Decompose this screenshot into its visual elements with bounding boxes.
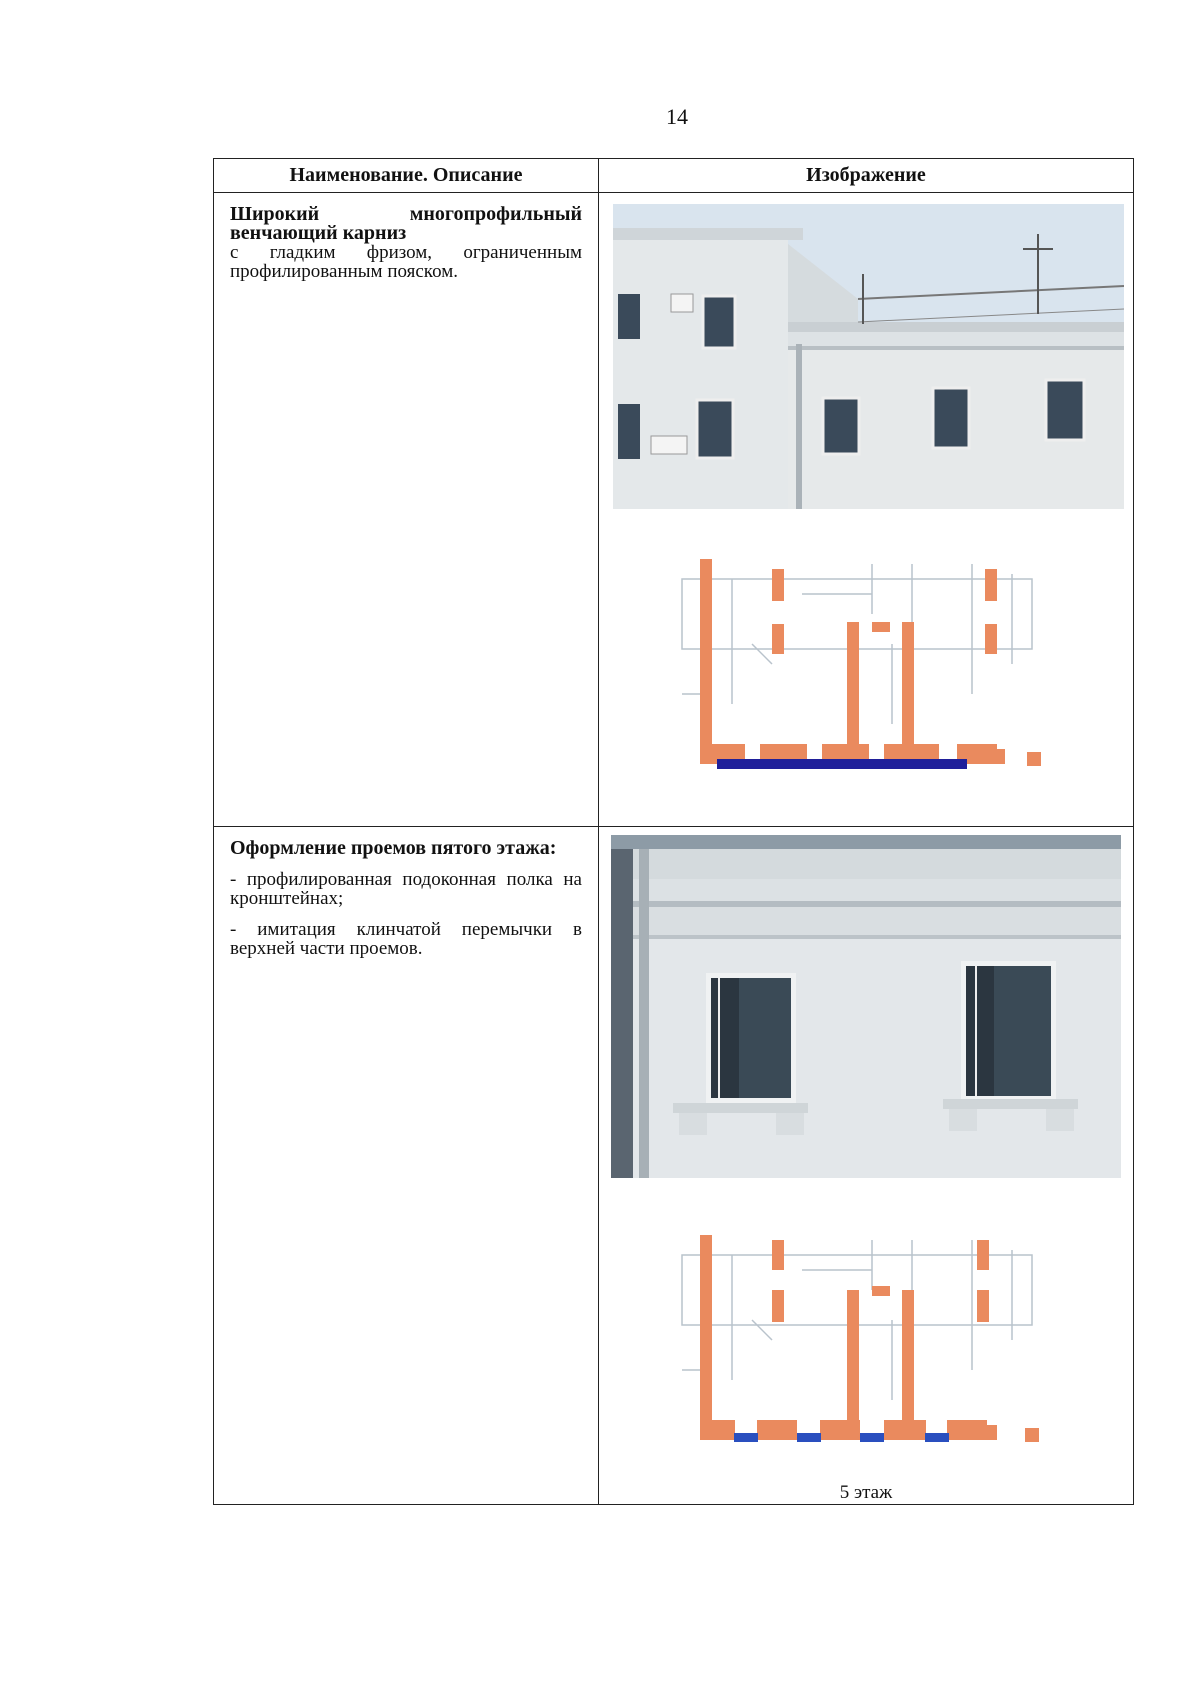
cornice-facade-photo [613,204,1124,509]
row1-image-cell [599,193,1134,827]
header-description: Наименование. Описание [214,159,599,193]
fifth-floor-plan [672,1230,1057,1462]
header-image: Изображение [599,159,1134,193]
table-row [214,827,1134,1505]
row2-item-1: - профилированная подоконная полка на кронштейнах; [230,869,582,909]
page-number: 14 [666,104,688,129]
row2-title: Оформление проемов пятого этажа: [230,837,557,859]
description-table [213,158,1134,1505]
cornice-floor-plan [672,554,1057,786]
plan-caption: 5 этаж [839,1482,893,1503]
row1-title: Широкий многопрофильный венчающий карниз [230,203,582,244]
row1-text: с гладким фризом, ограниченным профилированным пояском. [230,242,582,282]
table-row [214,193,1134,827]
row2-item-2: - имитация клинчатой перемычки в верхней части проемов. [230,919,582,959]
row2-description-cell [214,827,599,1505]
window-openings-photo [611,835,1121,1178]
row2-image-cell [599,827,1134,1505]
table-header-row [214,159,1134,193]
row1-description-cell [214,193,599,827]
